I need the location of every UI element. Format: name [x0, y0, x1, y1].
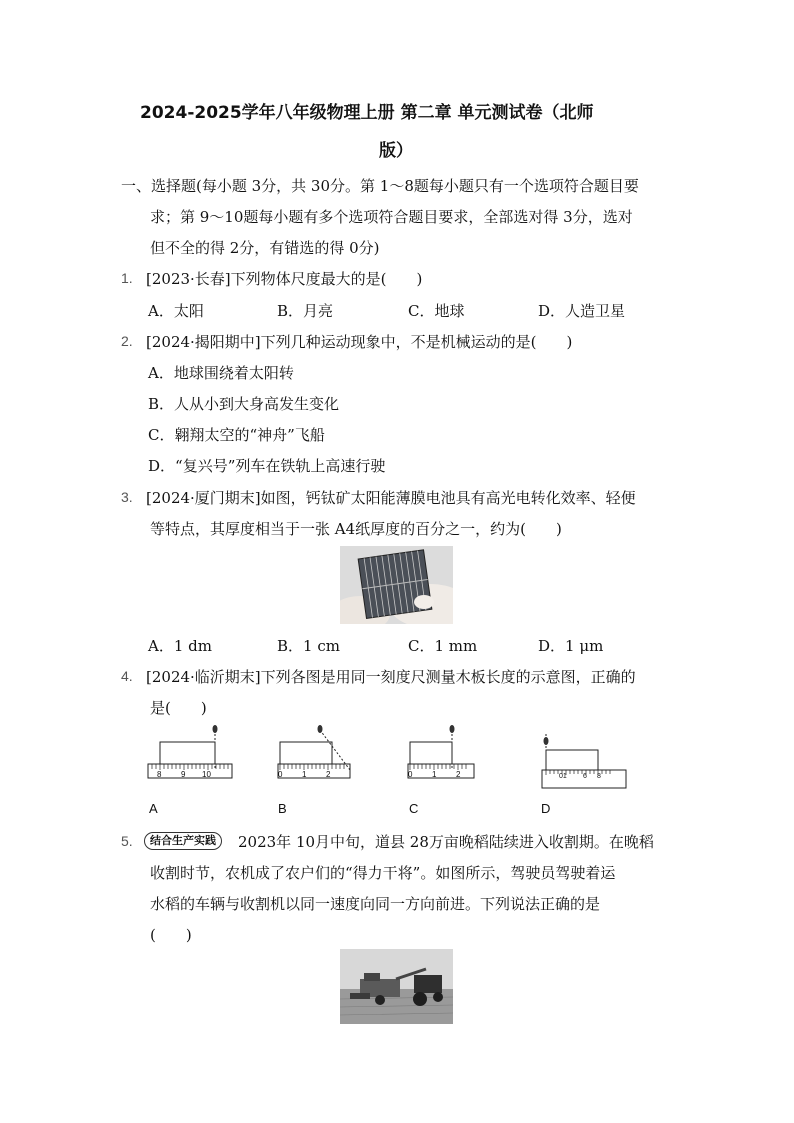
- section-heading-line2: 求；第 9～10题每小题有多个选项符合题目要求，全部选对得 3分，选对: [150, 208, 633, 226]
- ruler-c-tick-0: 0: [408, 770, 413, 779]
- fig-label-b: B: [278, 801, 287, 816]
- ruler-d-tick-6: 6: [583, 773, 587, 780]
- solar-cell-photo: [340, 546, 453, 624]
- ruler-b-tick-0: 0: [278, 770, 283, 779]
- ruler-figure-c: [406, 722, 486, 792]
- q2-number: 2.: [121, 333, 133, 349]
- q1-option-c: C．地球: [408, 302, 465, 320]
- q4-number: 4.: [121, 668, 133, 684]
- q1-stem: [2023·长春]下列物体尺度最大的是( ): [146, 270, 423, 288]
- page-title-line1: 2024-2025学年八年级物理上册 第二章 单元测试卷（北师: [140, 103, 594, 123]
- ruler-b-tick-1: 1: [302, 770, 307, 779]
- ruler-a-tick-8: 8: [157, 770, 162, 779]
- ruler-b-tick-2: 2: [326, 770, 331, 779]
- ruler-a-tick-9: 9: [181, 770, 186, 779]
- q5-number: 5.: [121, 833, 133, 849]
- q3-stem-line1: [2024·厦门期末]如图，钙钛矿太阳能薄膜电池具有高光电转化效率、轻便: [146, 489, 636, 507]
- q2-option-d: D．“复兴号”列车在铁轨上高速行驶: [148, 457, 386, 475]
- q1-option-b: B．月亮: [277, 302, 334, 320]
- q5-stem-line3: 水稻的车辆与收割机以同一速度向同一方向前进。下列说法正确的是: [150, 895, 601, 913]
- ruler-c-tick-1: 1: [432, 770, 437, 779]
- q3-option-c: C．1 mm: [408, 637, 478, 655]
- q2-option-c: C．翱翔太空的“神舟”飞船: [148, 426, 325, 444]
- q4-stem-line1: [2024·临沂期末]下列各图是用同一刻度尺测量木板长度的示意图，正确的: [146, 668, 636, 686]
- q5-tag-wrap: [144, 829, 222, 850]
- q1-number: 1.: [121, 270, 133, 286]
- q5-stem-line4: ( ): [150, 926, 192, 944]
- q2-option-b: B．人从小到大身高发生变化: [148, 395, 340, 413]
- section-heading-line3: 但不全的得 2分，有错选的得 0分): [150, 239, 380, 257]
- q4-stem-line2: 是( ): [150, 699, 207, 717]
- q5-practice-tag: 结合生产实践: [144, 832, 222, 850]
- fig-label-a: A: [149, 801, 158, 816]
- ruler-figure-a: [146, 722, 236, 792]
- q3-option-b: B．1 cm: [277, 637, 340, 655]
- section-heading-line1: 一、选择题(每小题 3分，共 30分。第 1～8题每小题只有一个选项符合题目要: [121, 177, 639, 195]
- q3-option-a: A．1 dm: [148, 637, 212, 655]
- q2-stem: [2024·揭阳期中]下列几种运动现象中，不是机械运动的是( ): [146, 333, 573, 351]
- q5-stem-line1: 2023年 10月中旬，道县 28万亩晚稻陆续进入收割期。在晚稻: [238, 833, 654, 851]
- q5-stem-line2: 收割时节，农机成了农户们的“得力干将”。如图所示，驾驶员驾驶着运: [150, 864, 616, 882]
- q3-option-d: D．1 μm: [538, 637, 604, 655]
- ruler-d-tick-8: 8: [597, 773, 601, 780]
- q2-option-a: A．地球围绕着太阳转: [148, 364, 294, 382]
- q3-number: 3.: [121, 489, 133, 505]
- ruler-c-tick-2: 2: [456, 770, 461, 779]
- q3-stem-line2: 等特点，其厚度相当于一张 A4纸厚度的百分之一，约为( ): [150, 520, 562, 538]
- harvester-photo: [340, 949, 453, 1024]
- fig-label-c: C: [409, 801, 419, 816]
- ruler-d-tick-01: 01: [559, 773, 567, 780]
- q1-option-a: A．太阳: [148, 302, 204, 320]
- ruler-figure-b: [276, 722, 356, 792]
- ruler-a-tick-10: 10: [202, 770, 211, 779]
- page-title-line2: 版）: [379, 141, 413, 161]
- q1-option-d: D．人造卫星: [538, 302, 626, 320]
- ruler-figure-d: [538, 722, 630, 792]
- fig-label-d: D: [541, 801, 551, 816]
